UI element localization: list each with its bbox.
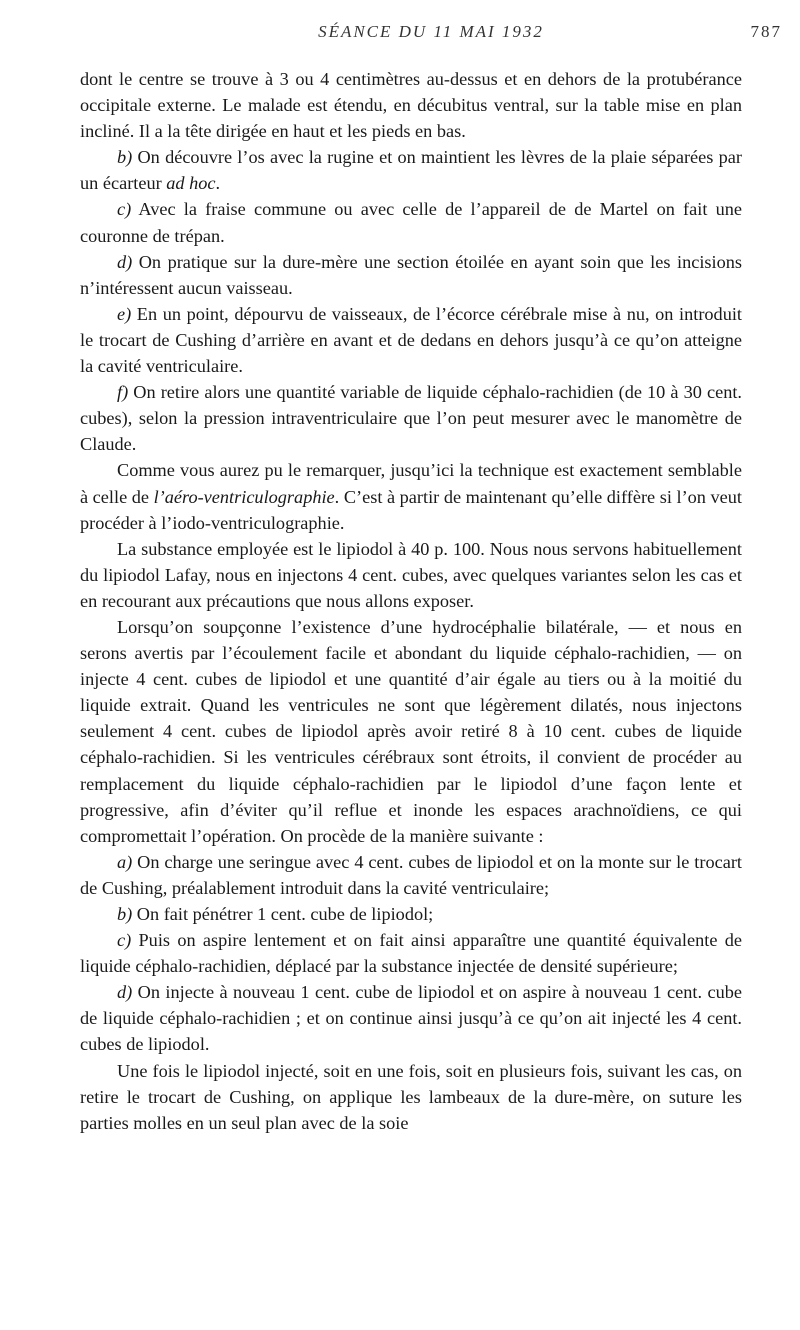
paragraph-text: Puis on aspire lentement et on fait ainsi apparaître une quantité équivalente de liquide céphalo-rachidien, déplacé par la substance injectée de densité supérieure; [80,930,742,977]
italic-term: ad hoc [166,173,216,194]
paragraph [80,536,742,614]
list-label: d) [117,982,133,1003]
list-label: b) [117,904,133,924]
paragraph-text: Avec la fraise commune ou avec celle de l’appareil de de Martel on fait une couronne de trépan. [80,199,742,246]
paragraph [80,66,742,144]
paragraph [80,1058,742,1136]
paragraph [80,849,742,901]
paragraph [80,927,742,979]
paragraph [80,144,742,196]
paragraph [80,301,742,379]
list-label: f) [117,382,129,403]
paragraph-text: On fait pénétrer 1 cent. cube de lipiodol; [132,904,434,924]
page-number: 787 [750,22,782,41]
paragraph [80,457,742,535]
running-header [80,22,782,48]
paragraph-text: Comme vous aurez pu le remarquer, jusqu’ici la technique est exactement semblable à celle de [80,460,742,507]
paragraph [80,196,742,248]
list-label: e) [117,303,132,324]
paragraph-text: On découvre l’os avec la rugine et on maintient les lèvres de la plaie séparées par un écarteur [80,147,742,194]
list-label: a) [117,851,133,872]
paragraph [80,979,742,1057]
paragraph-text: Lorsqu’on soupçonne l’existence d’une hydrocéphalie bilatérale, — et nous en serons avertis par l’écoulement facile et abondant du liquide céphalo-rachidien, — on injecte 4 cent. cubes de lipiodol et une quantité d’air égale au tiers ou à la moitié du liquide extrait. Quand les ventricules ne sont que légèrement dilatés, nous injectons seulement 4 cent. cubes de lipiodol après avoir retiré 8 à 10 cent. cubes de liquide céphalo-rachidien. Si les ventricules cérébraux sont étroits, il convient de procéder au remplacement du liquide céphalo-rachidien par le lipiodol d’une façon lente et progressive, afin d’éviter qu’il reflue et inonde les espaces arachnoïdiens, ce qui compromettait l’opération. On procède de la manière suivante : [80,616,742,846]
paragraph-text-continued: . [215,173,221,194]
list-label: c) [117,199,132,220]
paragraph [80,379,742,457]
header-title: SÉANCE DU 11 MAI 1932 [318,22,544,41]
paragraph-text: On injecte à nouveau 1 cent. cube de lipiodol et on aspire à nouveau 1 cent. cube de liquide céphalo-rachidien ; et on continue ainsi jusqu’à ce qu’on ait injecté les 4 cent. cubes de lipiodol. [80,982,742,1055]
list-label: c) [117,930,132,951]
paragraph-text: La substance employée est le lipiodol à 40 p. 100. Nous nous servons habituellement du lipiodol Lafay, nous en injectons 4 cent. cubes, avec quelques variantes selon les cas et en recourant aux précautions que nous allons exposer. [80,538,742,611]
paragraph-text: Une fois le lipiodol injecté, soit en une fois, soit en plusieurs fois, suivant les cas, on retire le trocart de Cushing, on applique les lambeaux de la dure-mère, on suture les parties molles en un seul plan avec de la soie [80,1060,742,1133]
list-label: d) [117,251,133,272]
paragraph [80,249,742,301]
paragraph [80,614,742,849]
paragraph-text: En un point, dépourvu de vaisseaux, de l’écorce cérébrale mise à nu, on introduit le trocart de Cushing d’arrière en avant et de dedans en dehors jusqu’à ce qu’on atteigne la cavité ventriculaire. [80,303,742,377]
paragraph-text-continued: . C’est à partir de maintenant qu’elle diffère si l’on veut procéder à l’iodo-ventriculographie. [80,486,742,533]
italic-term: l’aéro-ventriculographie [153,486,335,507]
paragraph-text: dont le centre se trouve à 3 ou 4 centimètres au-dessus et en dehors de la protubérance occipitale externe. Le malade est étendu, en décubitus ventral, sur la table mise en plan incliné. Il a la tête dirigée en haut et les pieds en bas. [80,69,742,142]
paragraph [80,901,742,927]
paragraph-text: On retire alors une quantité variable de liquide céphalo-rachidien (de 10 à 30 cent. cubes), selon la pression intraventriculaire que l’on peut mesurer avec le manomètre de Claude. [80,382,742,455]
list-label: b) [117,147,133,168]
paragraph-text: On charge une seringue avec 4 cent. cubes de lipiodol et on la monte sur le trocart de Cushing, préalablement introduit dans la cavité ventriculaire; [80,851,742,898]
paragraph-text: On pratique sur la dure-mère une section étoilée en ayant soin que les incisions n’intéressent aucun vaisseau. [80,251,742,298]
body-text [80,66,742,1136]
